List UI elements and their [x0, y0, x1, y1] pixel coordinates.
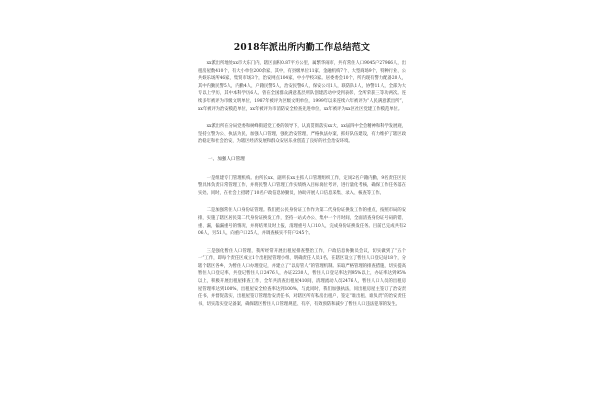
paragraph-summary: xx派出所在分局党委和树峰街道党工委的领导下，认真贯彻落实xx大、xx届四中全会精神和科学发展观，坚持立警为公、执法为民，加强人口管理，强化治安管理，严格执法办案，抓好队伍建设，有力维护了辖区政治稳定和社会治安，为辖区经济发展和群众安居乐业创造了良好的社会治安环境。 — [198, 124, 406, 145]
section-heading: 一、加强人口管理 — [208, 156, 245, 162]
paragraph-intro: xx派出所地处xx市大东门内，辖区面积0.87平方公里，属繁华闹市，共有常住人口9045户27966人，出租房屋数410个，有大小单位200余家，其中，有县级单位11家、金融机构7个、大型商场9个，特种行业、公共娱乐场所46家，集贸市场3个，治安网点104家，中小学校3家。居委委会10个，所内现有警力配备20人，其中内勤民警5人，内勤4人，户籍民警5人，治安民警6人，保安公司1人，联防队1人，协警11人，全部为大专以上学历，其中本科学历6人。曾在全国群众满意基层所队创建活动中受到表彰，全所荣获三等功两次。连续多年被评为市级文明单位，1987年被评为区级文明单位，1999年以来连续六年被评为“人民满意派出所”，xx年被评为治安模范单位，xx年被评为市消防安全检查先进单位，xx年被评为xx区社区党建工作模范单位。 — [198, 61, 406, 112]
paragraph-point-1: 一是组建专门管理机构。由所长xx、副所长xx主抓人口管理组织工作，定岗2名户籍内勤，9名责任区民警具体负责日常管理工作，并将民警人口管理工作实绩纳入目标岗位考评，进行量化考核，确保工作任务落在实处。同时，在社会上招聘了10名户政信息协勤员，协助开展人口信息采集、录入、核查等工作。 — [198, 175, 406, 196]
document-title: 2018年派出所内勤工作总结范文 — [233, 43, 371, 53]
paragraph-point-2: 二是加强常住人口身份证管理。我们把公民身份证工作作为第二代身份证换发工作的重点，按照市局的安排，实施了辖区居民第二代身份证换发工作，坚持一站式办公、集中一个月时间，全面清查身份证号码的错、重、漏，偏漏重号的情况，并将结果及时上报，清理重号人口10人，完成身份证换发任务。目前已完成共有206人，另51人，向重户口25人，并调查核实不符户245个。 — [198, 208, 406, 237]
document-body — [198, 40, 406, 318]
paragraph-point-3: 三是强化暂住人口管理，我所经常开展出租屋排查整治工作，户政信息协勤员会议，切实做到了“五个一”工作，即每个责任区成立1个出租屋管理小组、明确责任人员1名，在辖区设立了暂住人口登记站18个，分辖个辖区各乡，为暂住人口办理登记，并建立了“以房管人”的管理机制。采取严格管理的排查措施，切实提高暂住人口登记率，共登记暂住人口2476人，办证2230人，暂住人口登记率达到95%以上，办证率达到95%以上，积极开展出租屋排查工作，全年共清查出租屋410间，清理流动人员2476人，暂住人口人员的出租房屋管理率达到100%，出租屋安全检查率达到100%，与此同时，我们加强执法，同出租房屋主签订了治安责任书，并督促落实，出租屋签订管理治安责任书，对辖区所有私房出租户，签定“谁出租、谁负责”的治安责任书，切实落实登记备案，确保辖区暂住人口管理规范、有序，有效预防和减少了暂住人口违法犯罪的发生。 — [198, 248, 406, 307]
